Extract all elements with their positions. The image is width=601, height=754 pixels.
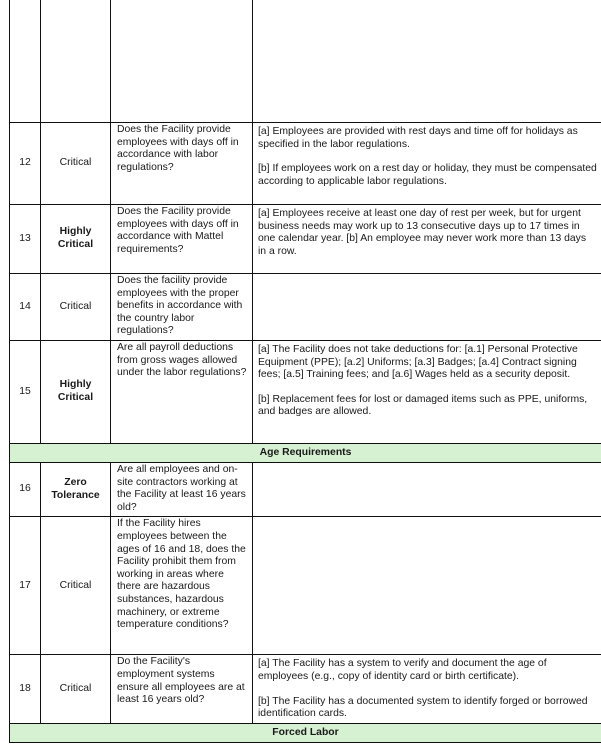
answer-cell: [253, 123, 601, 205]
answer-cell: [253, 462, 601, 516]
row-number: 16: [10, 462, 41, 516]
row-number: 18: [10, 655, 41, 724]
section-header-row: [10, 724, 601, 743]
question-cell: Does the Facility provide employees with days off in accordance with Mattel requirements?: [111, 205, 253, 274]
risk-level: Zero Tolerance: [41, 462, 111, 516]
answer-cell: [253, 340, 601, 443]
question-cell: If the Facility hires employees between the ages of 16 and 18, does the Facility prohibit them from working in areas where there are hazardous substances, hazardous machinery, or extreme temperature conditions?: [111, 517, 253, 655]
section-title: Forced Labor: [10, 724, 601, 743]
table-row: [10, 517, 601, 655]
risk-level: Highly Critical: [41, 205, 111, 274]
answer-cell: [253, 205, 601, 274]
answer-cell: [253, 655, 601, 724]
table-row: [10, 340, 601, 443]
row-number: 14: [10, 274, 41, 341]
risk-level: Highly Critical: [41, 340, 111, 443]
question-cell: Are all payroll deductions from gross wages allowed under the labor regulations?: [111, 340, 253, 443]
question-cell: Does the Facility provide employees with days off in accordance with labor regulations?: [111, 123, 253, 205]
answer-text: [b] If employees work on a rest day or holiday, they must be compensated according to applicable labor regulations.: [258, 163, 597, 187]
section-title: Age Requirements: [10, 443, 601, 462]
table-row: [10, 205, 601, 274]
question-cell: Are all employees and on-site contractors working at the Facility at least 16 years old?: [111, 462, 253, 516]
table-row: [10, 274, 601, 341]
row-number: 13: [10, 205, 41, 274]
answer-text: [a] The Facility has a system to verify and document the age of employees (e.g., copy of identity card or birth certificate).: [258, 658, 547, 682]
risk-level: Critical: [41, 517, 111, 655]
answer-cell: [253, 274, 601, 341]
table-row: [10, 655, 601, 724]
answer-text: [b] Replacement fees for lost or damaged items such as PPE, uniforms, and badges are allowed.: [258, 393, 588, 418]
section-header-row: [10, 443, 601, 462]
risk-level: Critical: [41, 123, 111, 205]
row-number: 17: [10, 517, 41, 655]
answer-cell: [253, 517, 601, 655]
risk-level: Critical: [41, 274, 111, 341]
question-cell: Do the Facility's employment systems ensure all employees are at least 16 years old?: [111, 655, 253, 724]
risk-level: Critical: [41, 655, 111, 724]
answer-text: [b] The Facility has a documented system to identify forged or borrowed identification cards.: [258, 695, 588, 720]
answer-text: [a] Employees are provided with rest days and time off for holidays as specified in the labor regulations.: [258, 126, 578, 150]
requirements-table: [9, 0, 601, 743]
table-row: [10, 123, 601, 205]
question-cell: Does the facility provide employees with the proper benefits in accordance with the country labor regulations?: [111, 274, 253, 341]
answer-text: [a] Employees receive at least one day of rest per week, but for urgent business needs may work up to 13 consecutive days up to 17 times in one calendar year. [b] An employee may never work more than 13 days in a row.: [258, 208, 587, 257]
answer-text: [a] The Facility does not take deductions for: [a.1] Personal Protective Equipment (PPE); [a.2] Uniforms; [a.3] Badges; [a.4] Contract signing fees; [a.5] Training fees; and [a.6] Wages held as a security deposit.: [258, 343, 578, 381]
table-row: [10, 462, 601, 516]
table-row-continued: [10, 0, 601, 123]
row-number: 12: [10, 123, 41, 205]
row-number: 15: [10, 340, 41, 443]
